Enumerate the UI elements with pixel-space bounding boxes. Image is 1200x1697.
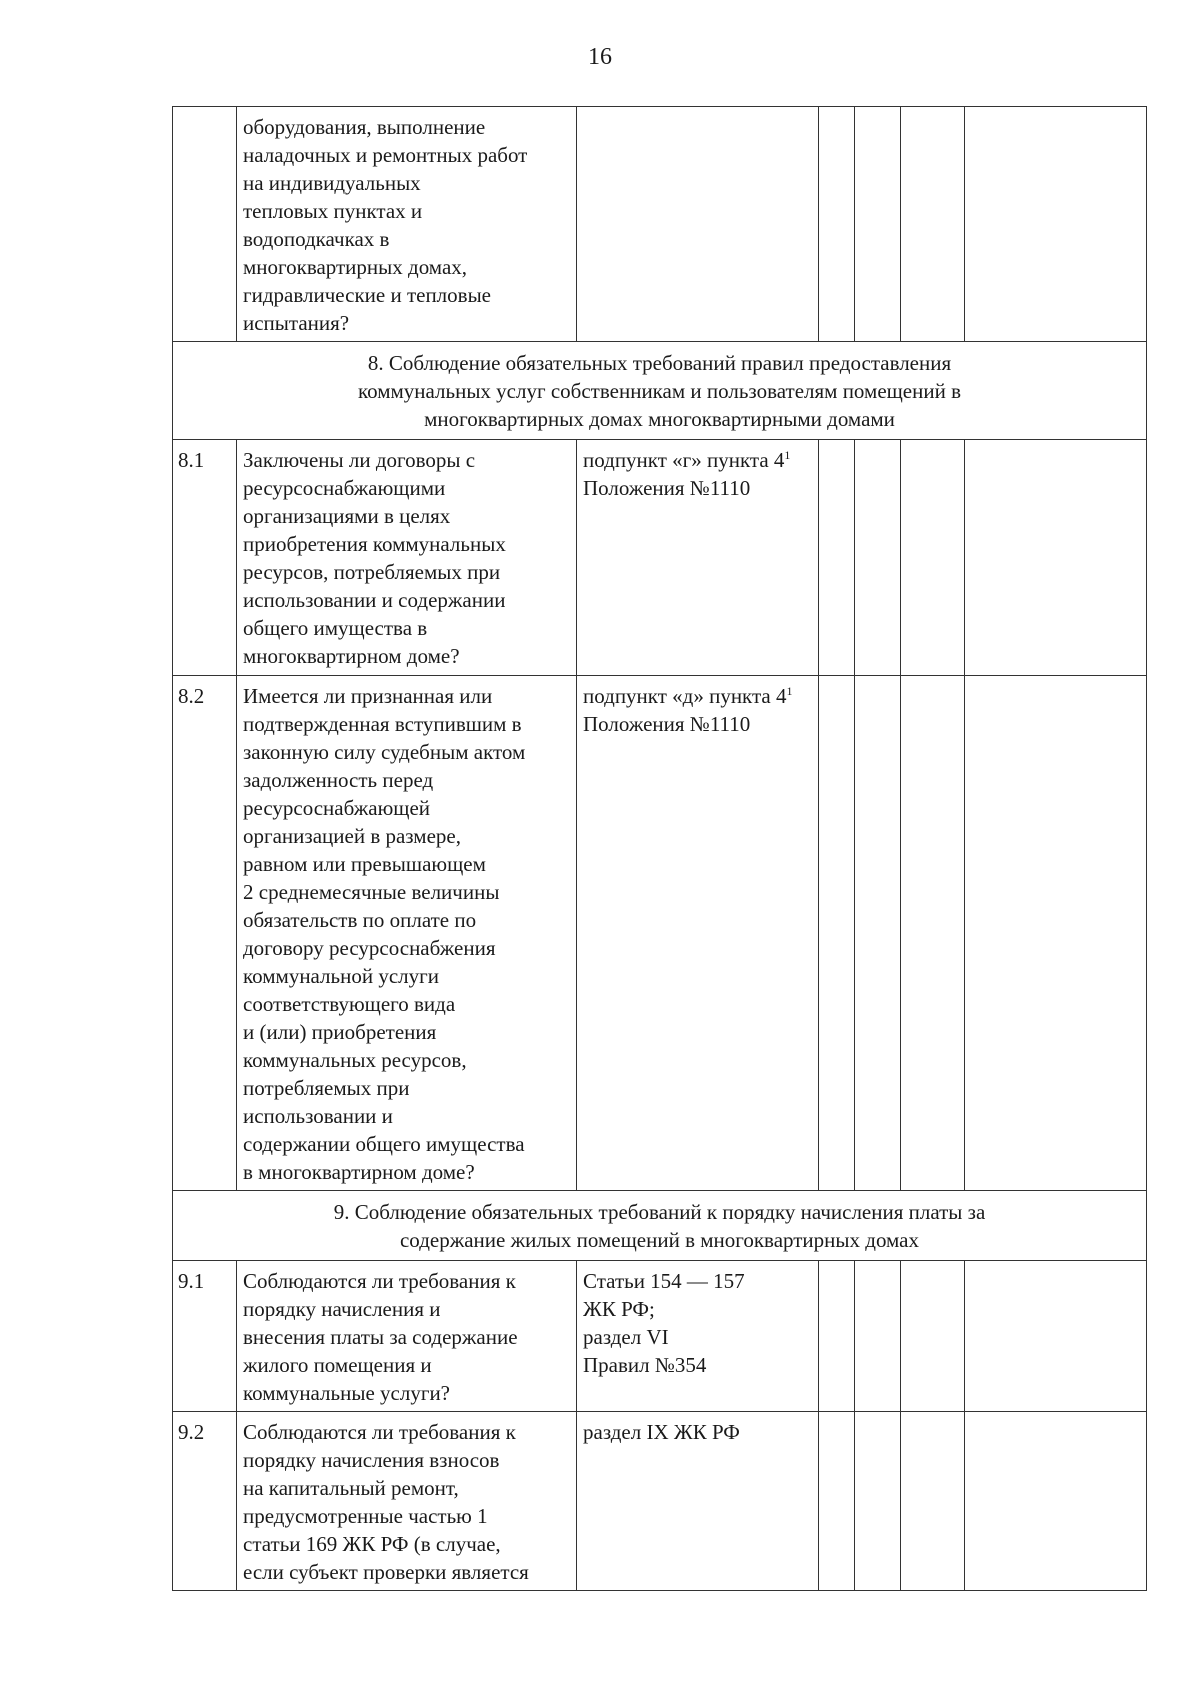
question-line: Соблюдаются ли требования к xyxy=(243,1269,516,1293)
question-line: многоквартирных домах, xyxy=(243,255,468,279)
item-number xyxy=(173,1261,237,1412)
question-line: наладочных и ремонтных работ xyxy=(243,143,528,167)
question-line: внесения платы за содержание xyxy=(243,1325,518,1349)
question-line: водоподкачках в xyxy=(243,227,390,251)
mark-no-cell[interactable] xyxy=(855,676,901,1191)
mark-na-cell[interactable] xyxy=(901,440,965,676)
table-row xyxy=(173,676,1147,1191)
reference-line xyxy=(583,474,812,502)
section-row xyxy=(173,1191,1147,1261)
note-cell[interactable] xyxy=(965,676,1147,1191)
mark-yes-cell[interactable] xyxy=(819,676,855,1191)
section-heading-line: 9. Соблюдение обязательных требований к порядку начисления платы за xyxy=(333,1200,986,1224)
question-line: обязательств по оплате по xyxy=(243,908,477,932)
mark-no-cell[interactable] xyxy=(855,1412,901,1591)
question-line: потребляемых при xyxy=(243,1076,410,1100)
item-number-text: 9.2 xyxy=(178,1420,205,1444)
question-line: использовании и содержании xyxy=(243,588,506,612)
question-line: многоквартирном доме? xyxy=(243,644,460,668)
reference-text: ЖК РФ; xyxy=(583,1297,655,1321)
note-cell[interactable] xyxy=(965,1261,1147,1412)
mark-na-cell[interactable] xyxy=(901,107,965,342)
question-line: коммунальных ресурсов, xyxy=(243,1048,467,1072)
section-heading-line: многоквартирных домах многоквартирными домами xyxy=(424,407,895,431)
item-number xyxy=(173,107,237,342)
reference-text: Правил №354 xyxy=(583,1353,707,1377)
question-line: содержании общего имущества xyxy=(243,1132,525,1156)
question-cell xyxy=(237,676,577,1191)
question-line: законную силу судебным актом xyxy=(243,740,526,764)
section-heading-line: коммунальных услуг собственникам и пользователям помещений в xyxy=(357,379,962,403)
reference-text: Положения №1110 xyxy=(583,476,751,500)
question-line: общего имущества в xyxy=(243,616,428,640)
table-row xyxy=(173,107,1147,342)
page-number: 16 xyxy=(588,44,612,70)
question-line: в многоквартирном доме? xyxy=(243,1160,475,1184)
reference-line xyxy=(583,682,812,710)
question-line: жилого помещения и xyxy=(243,1353,432,1377)
reference-cell xyxy=(577,107,819,342)
question-line: организациями в целях xyxy=(243,504,451,528)
reference-text: раздел VI xyxy=(583,1325,669,1349)
question-line: договору ресурсоснабжения xyxy=(243,936,496,960)
question-line: 2 среднемесячные величины xyxy=(243,880,500,904)
question-line: ресурсоснабжающими xyxy=(243,476,446,500)
reference-cell xyxy=(577,676,819,1191)
question-line: ресурсоснабжающей xyxy=(243,796,431,820)
question-cell xyxy=(237,1412,577,1591)
reference-line xyxy=(583,1351,812,1379)
note-cell[interactable] xyxy=(965,107,1147,342)
reference-text: Положения №1110 xyxy=(583,712,751,736)
reference-line xyxy=(583,1418,812,1446)
question-line: оборудования, выполнение xyxy=(243,115,486,139)
reference-line xyxy=(583,1295,812,1323)
checklist-table xyxy=(172,106,1147,1591)
question-cell xyxy=(237,107,577,342)
item-number xyxy=(173,676,237,1191)
section-row xyxy=(173,342,1147,440)
question-line: соответствующего вида xyxy=(243,992,456,1016)
mark-yes-cell[interactable] xyxy=(819,440,855,676)
question-line: статьи 169 ЖК РФ (в случае, xyxy=(243,1532,501,1556)
question-line: ресурсов, потребляемых при xyxy=(243,560,501,584)
question-line: задолженность перед xyxy=(243,768,434,792)
question-line: использовании и xyxy=(243,1104,393,1128)
table-row xyxy=(173,1261,1147,1412)
question-line: и (или) приобретения xyxy=(243,1020,437,1044)
mark-yes-cell[interactable] xyxy=(819,1261,855,1412)
mark-no-cell[interactable] xyxy=(855,1261,901,1412)
question-line: на капитальный ремонт, xyxy=(243,1476,459,1500)
table-row xyxy=(173,1412,1147,1591)
table-row xyxy=(173,440,1147,676)
section-heading-line: содержание жилых помещений в многоквартирных домах xyxy=(399,1228,920,1252)
reference-line xyxy=(583,710,812,738)
question-cell xyxy=(237,440,577,676)
question-line: порядку начисления взносов xyxy=(243,1448,500,1472)
question-line: Заключены ли договоры с xyxy=(243,448,476,472)
item-number-text: 8.2 xyxy=(178,684,205,708)
item-number xyxy=(173,1412,237,1591)
reference-text: подпункт «г» пункта 4 xyxy=(583,448,785,472)
reference-line xyxy=(583,1267,812,1295)
question-line: коммунальной услуги xyxy=(243,964,439,988)
note-cell[interactable] xyxy=(965,440,1147,676)
mark-yes-cell[interactable] xyxy=(819,107,855,342)
footnote-marker: 1 xyxy=(786,684,793,698)
item-number xyxy=(173,440,237,676)
question-cell xyxy=(237,1261,577,1412)
question-line: гидравлические и тепловые xyxy=(243,283,492,307)
question-line: подтвержденная вступившим в xyxy=(243,712,522,736)
reference-cell xyxy=(577,440,819,676)
reference-cell xyxy=(577,1261,819,1412)
reference-text: раздел IX ЖК РФ xyxy=(583,1420,740,1444)
question-line: порядку начисления и xyxy=(243,1297,441,1321)
question-line: испытания? xyxy=(243,311,350,335)
question-line: на индивидуальных xyxy=(243,171,421,195)
mark-na-cell[interactable] xyxy=(901,676,965,1191)
question-line: коммунальные услуги? xyxy=(243,1381,451,1405)
note-cell[interactable] xyxy=(965,1412,1147,1591)
reference-line xyxy=(583,1323,812,1351)
mark-no-cell[interactable] xyxy=(855,440,901,676)
reference-text: Статьи 154 — 157 xyxy=(583,1269,745,1293)
reference-text: подпункт «д» пункта 4 xyxy=(583,684,787,708)
mark-no-cell[interactable] xyxy=(855,107,901,342)
question-line: предусмотренные частью 1 xyxy=(243,1504,488,1528)
question-line: организацией в размере, xyxy=(243,824,461,848)
question-line: тепловых пунктах и xyxy=(243,199,423,223)
mark-na-cell[interactable] xyxy=(901,1261,965,1412)
item-number-text: 8.1 xyxy=(178,448,205,472)
section-heading xyxy=(173,342,1147,440)
question-line: Соблюдаются ли требования к xyxy=(243,1420,516,1444)
item-number-text: 9.1 xyxy=(178,1269,205,1293)
question-line: если субъект проверки является xyxy=(243,1560,529,1584)
mark-yes-cell[interactable] xyxy=(819,1412,855,1591)
question-line: приобретения коммунальных xyxy=(243,532,506,556)
section-heading xyxy=(173,1191,1147,1261)
mark-na-cell[interactable] xyxy=(901,1412,965,1591)
checklist-body xyxy=(173,107,1147,1591)
question-line: равном или превышающем xyxy=(243,852,486,876)
question-line: Имеется ли признанная или xyxy=(243,684,493,708)
footnote-marker: 1 xyxy=(784,448,791,462)
reference-cell xyxy=(577,1412,819,1591)
section-heading-line: 8. Соблюдение обязательных требований правил предоставления xyxy=(367,351,952,375)
reference-line xyxy=(583,446,812,474)
